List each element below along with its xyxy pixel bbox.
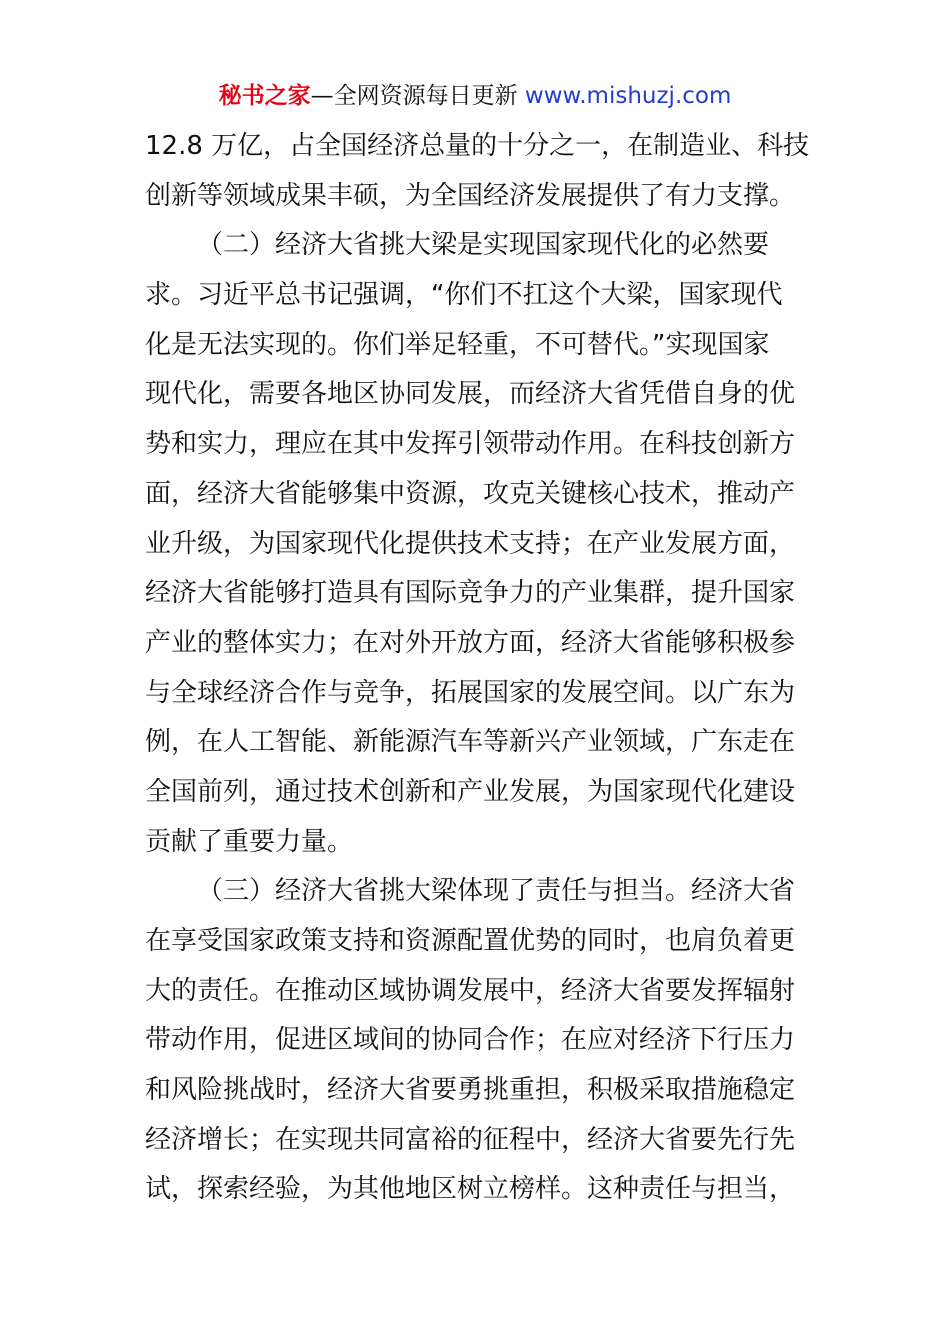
text-line: 业升级，为国家现代化提供技术支持；在产业发展方面， xyxy=(145,528,796,559)
text-line: 带动作用，促进区域间的协同合作；在应对经济下行压力 xyxy=(145,1025,796,1056)
document-body xyxy=(145,122,810,1215)
text-line: 现代化，需要各地区协同发展，而经济大省凭借自身的优 xyxy=(145,379,796,410)
text-line: 化是无法实现的。你们举足轻重，不可替代。”实现国家 xyxy=(145,329,770,360)
paragraph-start-line: （三）经济大省挑大梁体现了责任与担当。经济大省 xyxy=(197,876,796,907)
text-line: 大的责任。在推动区域协调发展中，经济大省要发挥辐射 xyxy=(145,975,796,1006)
text-line: 12.8 万亿，占全国经济总量的十分之一，在制造业、科技 xyxy=(145,131,810,161)
text-line: 贡献了重要力量。 xyxy=(145,826,354,857)
paragraph-start-line: （二）经济大省挑大梁是实现国家现代化的必然要 xyxy=(197,230,770,261)
page-header xyxy=(0,80,950,112)
text-line: 在享受国家政策支持和资源配置优势的同时，也肩负着更 xyxy=(145,926,796,956)
site-tagline: —全网资源每日更新 xyxy=(310,83,518,109)
text-line: 面，经济大省能够集中资源，攻克关键核心技术，推动产 xyxy=(145,478,796,509)
text-line: 经济大省能够打造具有国际竞争力的产业集群，提升国家 xyxy=(145,578,796,609)
text-line: 和风险挑战时，经济大省要勇挑重担，积极采取措施稳定 xyxy=(145,1075,796,1106)
site-brand: 秘书之家 xyxy=(218,83,311,109)
text-line: 例，在人工智能、新能源汽车等新兴产业领域，广东走在 xyxy=(145,727,796,758)
text-line: 与全球经济合作与竞争，拓展国家的发展空间。以广东为 xyxy=(145,677,796,708)
site-url-link[interactable]: www.mishuzj.com xyxy=(524,83,732,109)
text-line: 创新等领域成果丰硕，为全国经济发展提供了有力支撑。 xyxy=(145,180,796,211)
text-line: 势和实力，理应在其中发挥引领带动作用。在科技创新方 xyxy=(145,429,796,460)
text-line: 全国前列，通过技术创新和产业发展，为国家现代化建设 xyxy=(145,776,796,807)
text-line: 产业的整体实力；在对外开放方面，经济大省能够积极参 xyxy=(145,627,796,658)
text-line: 试，探索经验，为其他地区树立榜样。这种责任与担当， xyxy=(145,1174,796,1205)
text-line: 经济增长；在实现共同富裕的征程中，经济大省要先行先 xyxy=(145,1124,796,1155)
text-line: 求。习近平总书记强调，“你们不扛这个大梁，国家现代 xyxy=(145,280,783,311)
